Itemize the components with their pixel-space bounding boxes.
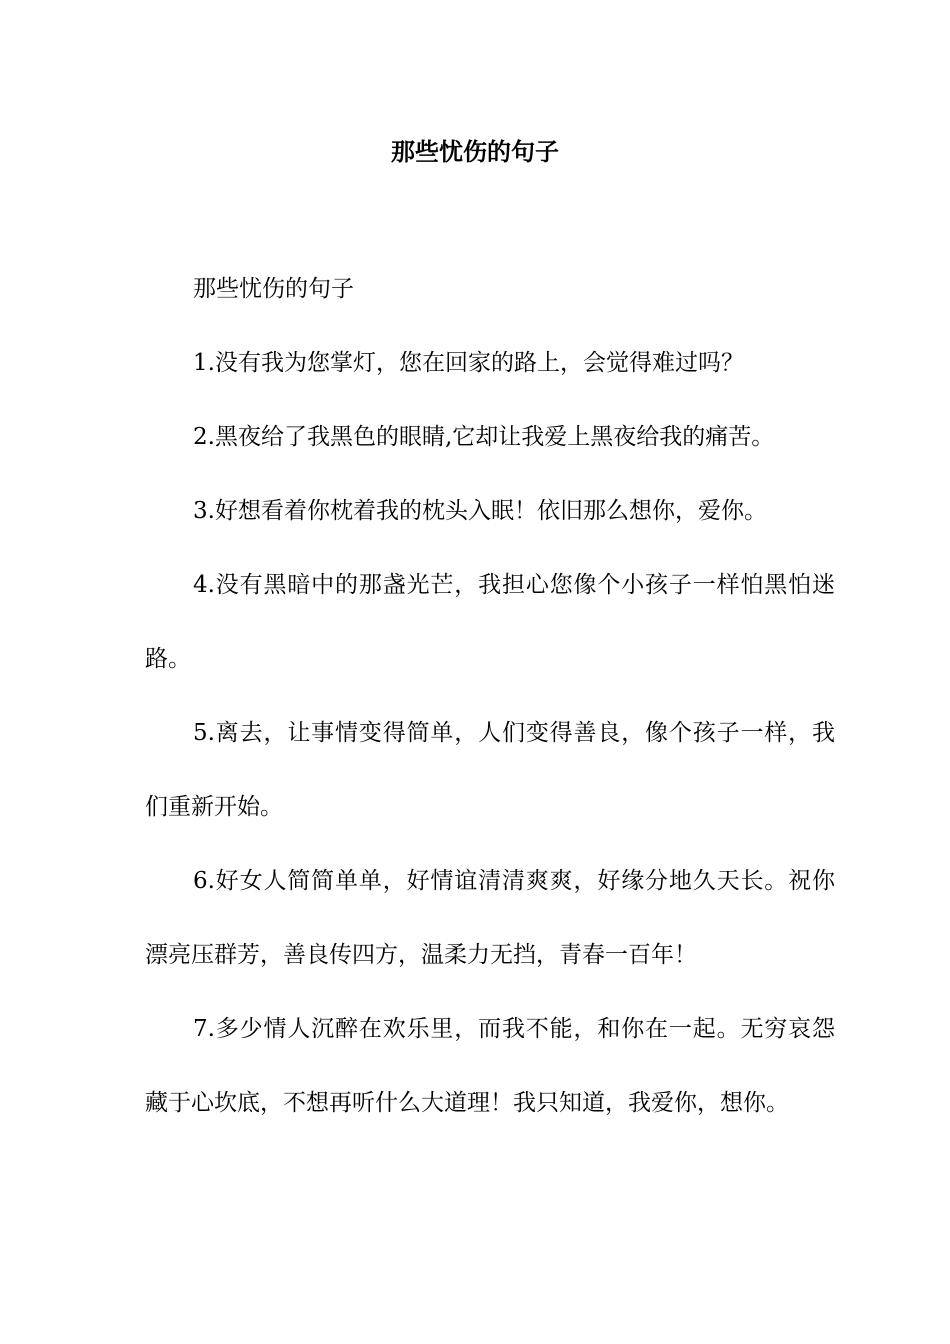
paragraph-5: 5.离去，让事情变得简单，人们变得善良，像个孩子一样，我们重新开始。: [145, 720, 835, 820]
document-title: 那些忧伤的句子: [391, 137, 559, 166]
paragraph-4: 4.没有黑暗中的那盏光芒，我担心您像个小孩子一样怕黑怕迷路。: [145, 572, 835, 672]
section-heading: 那些忧伤的句子: [193, 276, 354, 302]
document-body: [145, 252, 835, 1140]
paragraph-1: 1.没有我为您掌灯，您在回家的路上，会觉得难过吗？: [193, 350, 744, 376]
paragraph-6: 6.好女人简简单单，好情谊清清爽爽，好缘分地久天长。祝你漂亮压群芳，善良传四方，温柔力无挡，青春一百年！: [145, 868, 835, 968]
paragraph-3: 3.好想看着你枕着我的枕头入眠！依旧那么想你，爱你。: [193, 498, 767, 524]
paragraph-7: 7.多少情人沉醉在欢乐里，而我不能，和你在一起。无穷哀怨藏于心坎底，不想再听什么大道理！我只知道，我爱你，想你。: [145, 1016, 835, 1116]
paragraph-2: 2.黑夜给了我黑色的眼睛,它却让我爱上黑夜给我的痛苦。: [193, 424, 775, 450]
